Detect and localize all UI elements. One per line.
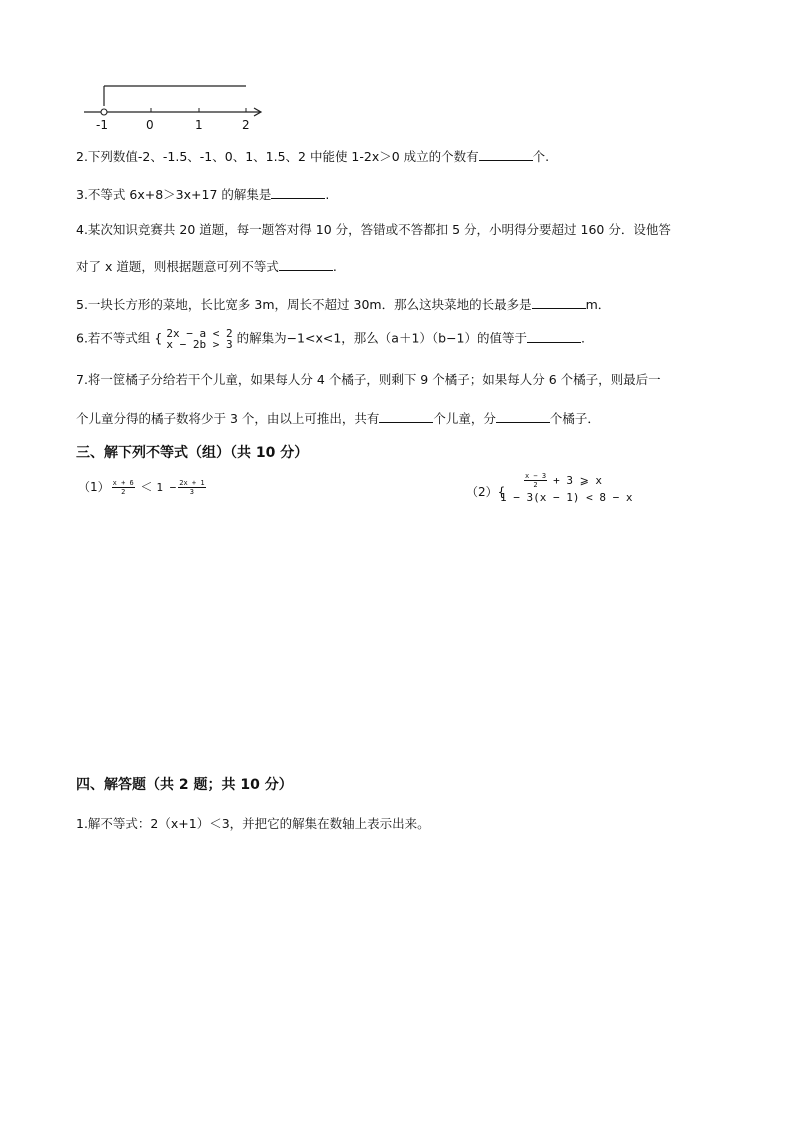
- question-5-tail: m．: [585, 297, 611, 312]
- question-7-line-1: [76, 372, 661, 388]
- question-2: [76, 148, 549, 165]
- system-q6-line-2: x − 2b > 3: [166, 338, 233, 351]
- less-than-sign: ＜: [140, 480, 153, 494]
- system-p2-line-2: 1 − 3(x − 1) < 8 − x: [500, 491, 633, 504]
- question-7-text-2c: 个橘子．: [549, 411, 600, 426]
- question-7-text-2a: 个儿童分得的橘子数将少于 3 个，由以上可推出，共有: [76, 411, 380, 426]
- question-5-text: 5.一块长方形的菜地，长比宽多 3m，周长不超过 30m．那么这块菜地的长最多是: [76, 297, 532, 312]
- fraction-p2-numerator: x − 3: [525, 472, 547, 480]
- fraction-x-minus-3-over-2: [524, 472, 547, 489]
- system-q6-line-1: 2x − a < 2: [166, 327, 233, 340]
- section-4-question-1-text: 1.解不等式：2（x+1）＜3，并把它的解集在数轴上表示出来。: [76, 816, 430, 831]
- answer-blank-q3[interactable]: [271, 186, 325, 199]
- fraction-p2-denominator: 2: [533, 481, 538, 489]
- question-4-text-2: 对了 x 道题，则根据题意可列不等式: [76, 259, 279, 274]
- open-circle-marker: [101, 109, 107, 115]
- fraction-2-numerator: 2x + 1: [179, 479, 205, 487]
- question-2-text: 2.下列数值-2、-1.5、-1、0、1、1.5、2 中能使 1-2x＞0 成立的个数有: [76, 149, 479, 164]
- question-7-text-1: 7.将一筐橘子分给若干个儿童，如果每人分 4 个橘子，则剩下 9 个橘子；如果每人分 6 个橘子，则最后一: [76, 372, 661, 387]
- question-7-line-2: [76, 410, 600, 427]
- section-4-question-1: [76, 816, 430, 832]
- answer-blank-q2[interactable]: [479, 148, 533, 161]
- tick-label-1: 1: [195, 118, 203, 132]
- section-4-title: 四、解答题（共 2 题；共 10 分）: [76, 777, 293, 793]
- question-4-text-1: 4.某次知识竞赛共 20 道题，每一题答对得 10 分，答错或不答都扣 5 分，小明得分要超过 160 分．设他答: [76, 222, 671, 237]
- answer-blank-q7-children[interactable]: [379, 410, 433, 423]
- tick-label-neg1: -1: [96, 118, 108, 132]
- answer-blank-q4[interactable]: [279, 258, 333, 271]
- inequality-system-q6: [166, 328, 232, 350]
- fraction-x-plus-6-over-2: [112, 479, 135, 496]
- question-6: [76, 328, 585, 350]
- tick-label-0: 0: [146, 118, 154, 132]
- fraction-2-denominator: 3: [189, 488, 195, 496]
- question-6-tail: .: [581, 330, 585, 346]
- question-4-line-1: [76, 222, 671, 238]
- fraction-1-numerator: x + 6: [112, 479, 134, 487]
- number-line-figure: [80, 80, 270, 134]
- answer-blank-q7-oranges[interactable]: [496, 410, 550, 423]
- question-3-text: 3.不等式 6x+8＞3x+17 的解集是: [76, 187, 272, 202]
- question-3-tail: .: [325, 187, 330, 202]
- question-3: [76, 186, 329, 203]
- problem-1-label: （1）: [78, 480, 110, 494]
- section-3-problem-1: [78, 478, 208, 497]
- answer-blank-q5[interactable]: [532, 296, 586, 309]
- question-6-prefix: 6.若不等式组 {: [76, 330, 163, 346]
- answer-blank-q6[interactable]: [527, 330, 581, 343]
- system-p2-line-1-rest: + 3 ⩾ x: [553, 474, 603, 487]
- section-3-title: 三、解下列不等式（组）（共 10 分）: [76, 445, 309, 461]
- section-3-heading: [76, 444, 308, 462]
- tick-label-2: 2: [242, 118, 250, 132]
- question-5: [76, 296, 610, 313]
- question-7-text-2b: 个儿童，分: [433, 411, 496, 426]
- question-2-tail: 个.: [532, 149, 550, 164]
- section-3-problem-2-system: [500, 472, 632, 504]
- question-4-tail: .: [332, 259, 337, 274]
- one-minus: 1 −: [156, 481, 177, 494]
- question-6-mid: 的解集为−1<x<1，那么（a＋1）（b−1）的值等于: [236, 330, 528, 346]
- fraction-2x-plus-1-over-3: [178, 479, 205, 496]
- system-p2-line-1: [500, 472, 632, 489]
- problem-2-label: （2）{: [466, 485, 506, 499]
- section-4-heading: [76, 776, 293, 794]
- question-4-line-2: [76, 258, 337, 275]
- fraction-1-denominator: 2: [121, 488, 126, 496]
